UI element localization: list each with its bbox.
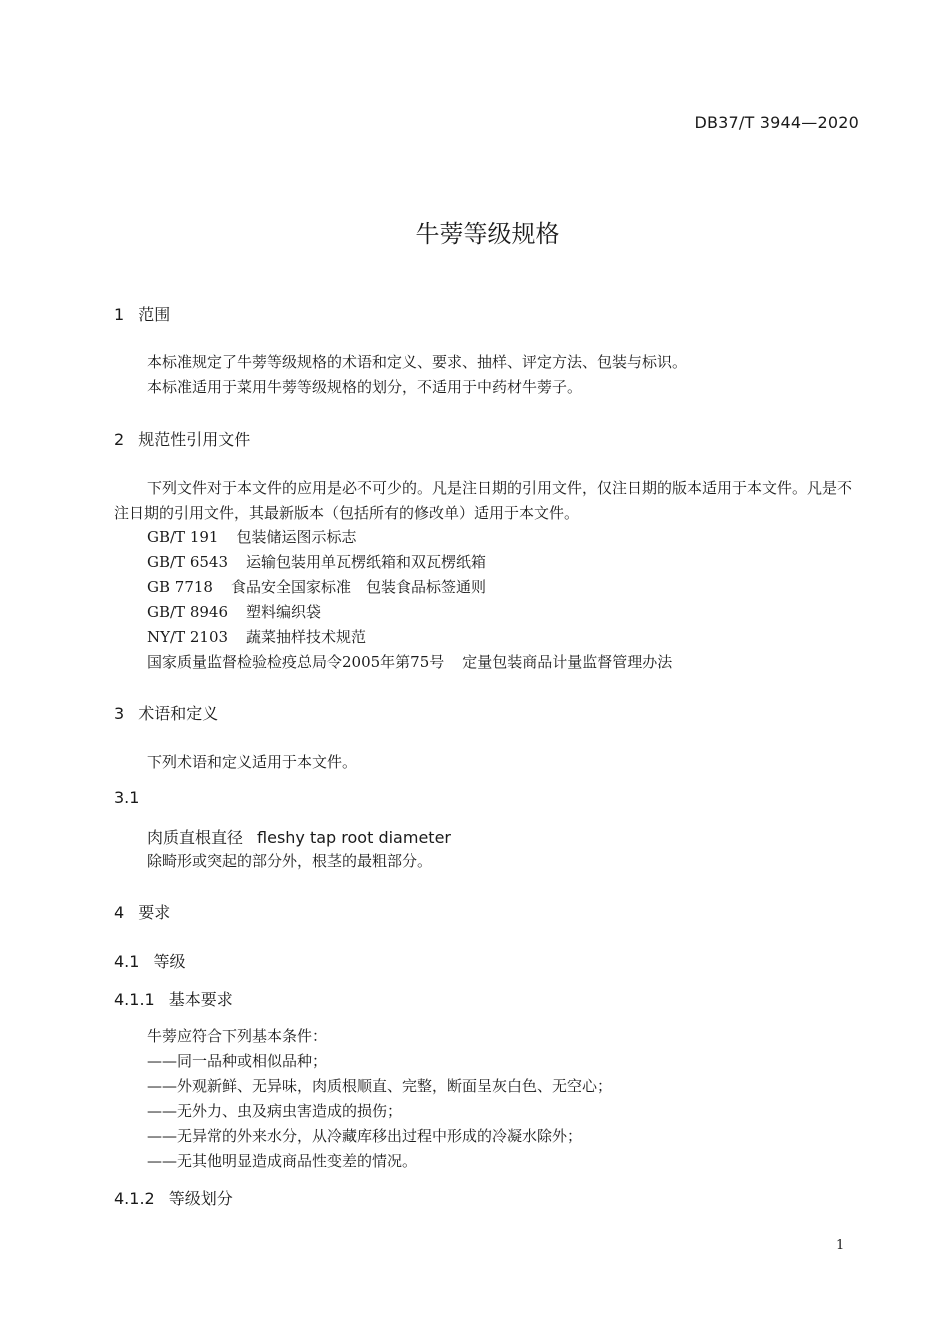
document-title: 牛蒡等级规格 [415, 220, 560, 248]
scope-paragraph-1: 本标准规定了牛蒡等级规格的术语和定义、要求、抽样、评定方法、包装与标识。 [147, 353, 688, 371]
term-english: fleshy tap root diameter [257, 828, 451, 847]
requirement-item: ——同一品种或相似品种； [147, 1052, 328, 1070]
normative-intro-text: 下列文件对于本文件的应用是必不可少的。凡是注日期的引用文件，仅注日期的版本适用于本文件。凡是不注日期的引用文件，其最新版本（包括所有的修改单）适用于本文件。 [114, 479, 853, 522]
reference-title: 食品安全国家标准 包装食品标签通则 [230, 578, 486, 596]
scope-paragraph-2: 本标准适用于菜用牛蒡等级规格的划分，不适用于中药材牛蒡子。 [147, 378, 583, 396]
requirement-item: ——无外力、虫及病虫害造成的损伤； [147, 1102, 403, 1120]
term-chinese: 肉质直根直径 [147, 828, 244, 847]
reference-code: GB/T 6543 [147, 553, 229, 571]
section-number: 2 [114, 430, 125, 449]
section-1-heading [114, 302, 170, 325]
reference-code: GB 7718 [147, 578, 213, 596]
section-title: 基本要求 [168, 990, 233, 1009]
basic-requirements-intro: 牛蒡应符合下列基本条件： [147, 1027, 328, 1045]
reference-item [147, 626, 366, 647]
section-number: 4.1.1 [114, 990, 155, 1009]
section-title: 术语和定义 [138, 704, 219, 723]
term-definition: 除畸形或突起的部分外，根茎的最粗部分。 [147, 852, 433, 870]
section-4-1-heading [114, 949, 185, 972]
requirement-item: ——无其他明显造成商品性变差的情况。 [147, 1152, 418, 1170]
term-entry [147, 825, 451, 848]
reference-item [147, 526, 356, 547]
section-title: 等级 [153, 952, 186, 971]
reference-title: 蔬菜抽样技术规范 [246, 628, 367, 646]
section-number: 4.1.2 [114, 1189, 155, 1208]
section-number: 4 [114, 903, 125, 922]
reference-code: NY/T 2103 [147, 628, 229, 646]
section-number: 3 [114, 704, 125, 723]
reference-title: 定量包装商品计量监督管理办法 [462, 653, 673, 671]
section-number: 1 [114, 305, 125, 324]
section-title: 等级划分 [168, 1189, 233, 1208]
section-title: 要求 [138, 903, 171, 922]
requirement-item: ——外观新鲜、无异味，肉质根顺直、完整，断面呈灰白色、无空心； [147, 1077, 613, 1095]
section-3-1-number: 3.1 [114, 788, 140, 807]
reference-item [147, 651, 672, 672]
section-4-1-2-heading [114, 1186, 233, 1209]
reference-title: 运输包装用单瓦楞纸箱和双瓦楞纸箱 [246, 553, 487, 571]
section-title: 规范性引用文件 [138, 430, 251, 449]
reference-title: 包装储运图示标志 [236, 528, 357, 546]
terms-intro: 下列术语和定义适用于本文件。 [147, 753, 358, 771]
section-2-heading [114, 427, 250, 450]
reference-item [147, 601, 321, 622]
reference-title: 塑料编织袋 [246, 603, 322, 621]
reference-item [147, 551, 486, 572]
section-3-heading [114, 701, 218, 724]
reference-code: 国家质量监督检验检疫总局令2005年第75号 [147, 653, 445, 671]
section-4-heading [114, 900, 170, 923]
section-number: 4.1 [114, 952, 140, 971]
reference-item [147, 576, 486, 597]
document-code: DB37/T 3944—2020 [694, 113, 859, 132]
normative-intro [114, 476, 859, 526]
requirement-item: ——无异常的外来水分，从冷藏库移出过程中形成的冷凝水除外； [147, 1127, 583, 1145]
reference-code: GB/T 191 [147, 528, 219, 546]
page-number: 1 [836, 1238, 845, 1253]
section-title: 范围 [138, 305, 171, 324]
section-4-1-1-heading [114, 987, 233, 1010]
reference-code: GB/T 8946 [147, 603, 229, 621]
